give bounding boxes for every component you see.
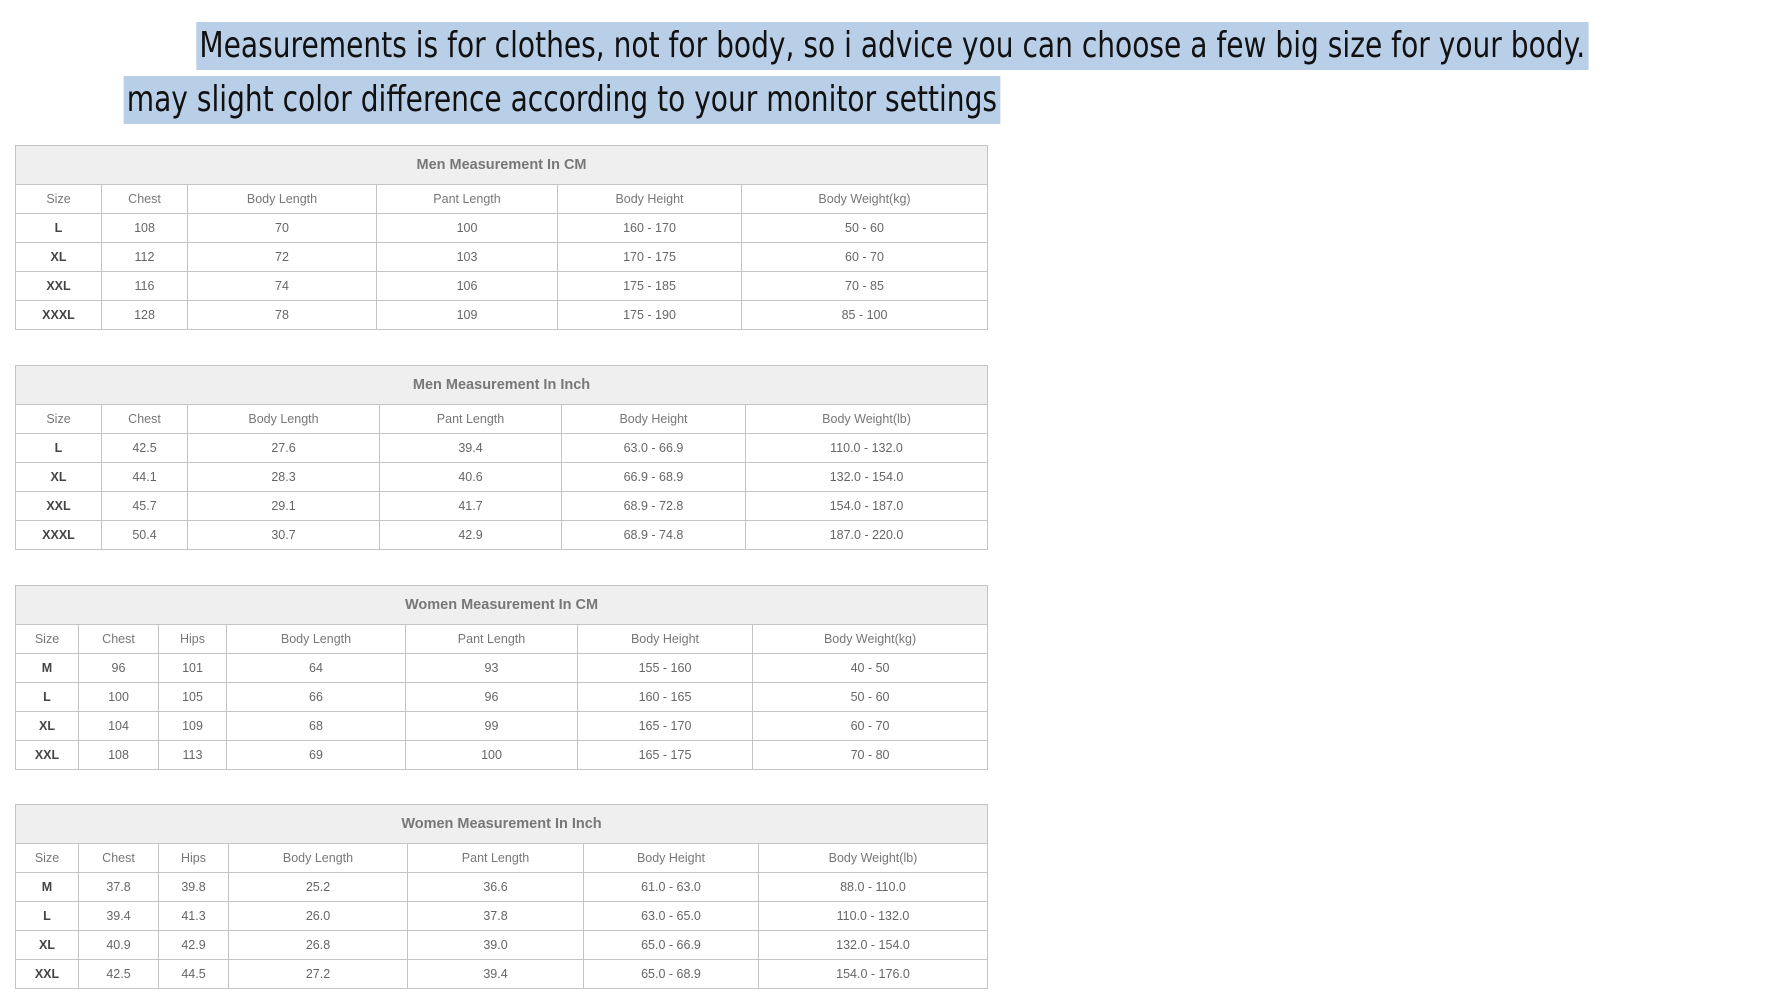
column-header: Pant Length [408, 844, 584, 873]
table-cell: 68 [227, 712, 406, 741]
size-cell: XXXL [16, 301, 102, 330]
table-cell: 63.0 - 65.0 [584, 902, 759, 931]
table-cell: 100 [406, 741, 578, 770]
table-cell: 96 [406, 683, 578, 712]
header-row [16, 405, 988, 434]
table-cell: 154.0 - 176.0 [759, 960, 988, 989]
table-cell: 165 - 170 [578, 712, 753, 741]
size-advice-note [0, 22, 1586, 70]
table-cell: 45.7 [102, 492, 188, 521]
table-cell: 165 - 175 [578, 741, 753, 770]
table-cell: 101 [159, 654, 227, 683]
table-cell: 36.6 [408, 873, 584, 902]
table-row [16, 960, 988, 989]
table-row [16, 463, 988, 492]
size-cell: M [16, 873, 79, 902]
table-cell: 25.2 [229, 873, 408, 902]
table-cell: 66 [227, 683, 406, 712]
men-cm-table [15, 145, 988, 330]
column-header: Size [16, 185, 102, 214]
size-cell: XL [16, 463, 102, 492]
header-row [16, 185, 988, 214]
table-cell: 70 - 80 [753, 741, 988, 770]
table-cell: 85 - 100 [742, 301, 988, 330]
table-cell: 26.8 [229, 931, 408, 960]
table-cell: 68.9 - 74.8 [562, 521, 746, 550]
column-header: Body Length [188, 405, 380, 434]
column-header: Body Length [188, 185, 377, 214]
table-cell: 66.9 - 68.9 [562, 463, 746, 492]
column-header: Body Weight(kg) [742, 185, 988, 214]
column-header: Body Height [562, 405, 746, 434]
table-title: Women Measurement In CM [16, 586, 988, 625]
column-header: Chest [102, 405, 188, 434]
column-header: Body Weight(lb) [759, 844, 988, 873]
table-cell: 78 [188, 301, 377, 330]
table-cell: 39.4 [79, 902, 159, 931]
table-cell: 44.5 [159, 960, 229, 989]
table-cell: 108 [102, 214, 188, 243]
men-inch-table [15, 365, 988, 550]
table-row [16, 301, 988, 330]
table-cell: 70 [188, 214, 377, 243]
table-cell: 109 [159, 712, 227, 741]
column-header: Body Length [227, 625, 406, 654]
table-cell: 128 [102, 301, 188, 330]
table-cell: 175 - 190 [558, 301, 742, 330]
table-cell: 41.7 [380, 492, 562, 521]
table-row [16, 243, 988, 272]
table-row [16, 741, 988, 770]
table-cell: 42.5 [102, 434, 188, 463]
table-cell: 29.1 [188, 492, 380, 521]
table-cell: 50.4 [102, 521, 188, 550]
table-cell: 50 - 60 [753, 683, 988, 712]
column-header: Body Height [558, 185, 742, 214]
table-cell: 69 [227, 741, 406, 770]
column-header: Chest [79, 844, 159, 873]
table-row [16, 492, 988, 521]
table-cell: 106 [377, 272, 558, 301]
size-cell: XL [16, 931, 79, 960]
column-header: Pant Length [377, 185, 558, 214]
table-cell: 155 - 160 [578, 654, 753, 683]
column-header: Body Height [578, 625, 753, 654]
table-cell: 93 [406, 654, 578, 683]
size-cell: XXL [16, 492, 102, 521]
table-title: Men Measurement In CM [16, 146, 988, 185]
table-cell: 175 - 185 [558, 272, 742, 301]
size-cell: XXL [16, 272, 102, 301]
size-cell: L [16, 902, 79, 931]
table-cell: 42.9 [380, 521, 562, 550]
column-header: Chest [102, 185, 188, 214]
table-cell: 100 [79, 683, 159, 712]
table-cell: 26.0 [229, 902, 408, 931]
women-cm-table [15, 585, 988, 770]
size-cell: XXL [16, 741, 79, 770]
table-row [16, 434, 988, 463]
column-header: Body Weight(lb) [746, 405, 988, 434]
table-cell: 64 [227, 654, 406, 683]
table-row [16, 521, 988, 550]
table-cell: 103 [377, 243, 558, 272]
table-cell: 65.0 - 66.9 [584, 931, 759, 960]
size-cell: XXL [16, 960, 79, 989]
table-row [16, 712, 988, 741]
table-cell: 28.3 [188, 463, 380, 492]
table-cell: 60 - 70 [753, 712, 988, 741]
table-row [16, 873, 988, 902]
table-cell: 44.1 [102, 463, 188, 492]
table-row [16, 654, 988, 683]
column-header: Pant Length [380, 405, 562, 434]
column-header: Body Weight(kg) [753, 625, 988, 654]
table-cell: 40 - 50 [753, 654, 988, 683]
table-cell: 105 [159, 683, 227, 712]
table-cell: 40.9 [79, 931, 159, 960]
size-cell: XL [16, 712, 79, 741]
table-cell: 39.0 [408, 931, 584, 960]
table-cell: 27.2 [229, 960, 408, 989]
size-cell: L [16, 214, 102, 243]
table-cell: 132.0 - 154.0 [746, 463, 988, 492]
table-cell: 108 [79, 741, 159, 770]
size-cell: L [16, 683, 79, 712]
column-header: Size [16, 625, 79, 654]
table-row [16, 683, 988, 712]
table-cell: 154.0 - 187.0 [746, 492, 988, 521]
table-cell: 160 - 165 [578, 683, 753, 712]
size-cell: XXXL [16, 521, 102, 550]
column-header: Body Height [584, 844, 759, 873]
table-cell: 104 [79, 712, 159, 741]
size-cell: M [16, 654, 79, 683]
table-cell: 109 [377, 301, 558, 330]
table-cell: 116 [102, 272, 188, 301]
table-cell: 72 [188, 243, 377, 272]
table-cell: 113 [159, 741, 227, 770]
table-cell: 40.6 [380, 463, 562, 492]
table-cell: 60 - 70 [742, 243, 988, 272]
table-cell: 42.5 [79, 960, 159, 989]
color-difference-text: may slight color difference according to your monitor settings [124, 76, 1001, 124]
table-cell: 100 [377, 214, 558, 243]
column-header: Hips [159, 625, 227, 654]
size-cell: L [16, 434, 102, 463]
table-cell: 50 - 60 [742, 214, 988, 243]
table-row [16, 902, 988, 931]
table-title: Men Measurement In Inch [16, 366, 988, 405]
size-advice-text: Measurements is for clothes, not for body, so i advice you can choose a few big size for your body. [196, 22, 1588, 70]
table-title: Women Measurement In Inch [16, 805, 988, 844]
table-cell: 187.0 - 220.0 [746, 521, 988, 550]
size-cell: XL [16, 243, 102, 272]
column-header: Chest [79, 625, 159, 654]
table-row [16, 272, 988, 301]
color-difference-note [0, 76, 1000, 124]
header-row [16, 625, 988, 654]
header-row [16, 844, 988, 873]
table-cell: 42.9 [159, 931, 229, 960]
table-cell: 99 [406, 712, 578, 741]
table-cell: 112 [102, 243, 188, 272]
table-cell: 61.0 - 63.0 [584, 873, 759, 902]
table-cell: 37.8 [79, 873, 159, 902]
table-cell: 63.0 - 66.9 [562, 434, 746, 463]
table-cell: 160 - 170 [558, 214, 742, 243]
table-cell: 30.7 [188, 521, 380, 550]
column-header: Pant Length [406, 625, 578, 654]
table-cell: 110.0 - 132.0 [746, 434, 988, 463]
column-header: Size [16, 405, 102, 434]
table-cell: 39.4 [380, 434, 562, 463]
table-cell: 74 [188, 272, 377, 301]
table-cell: 68.9 - 72.8 [562, 492, 746, 521]
table-cell: 110.0 - 132.0 [759, 902, 988, 931]
table-cell: 132.0 - 154.0 [759, 931, 988, 960]
column-header: Hips [159, 844, 229, 873]
table-row [16, 931, 988, 960]
table-cell: 27.6 [188, 434, 380, 463]
women-inch-table [15, 804, 988, 989]
table-cell: 170 - 175 [558, 243, 742, 272]
column-header: Size [16, 844, 79, 873]
table-cell: 37.8 [408, 902, 584, 931]
table-row [16, 214, 988, 243]
table-cell: 65.0 - 68.9 [584, 960, 759, 989]
table-cell: 70 - 85 [742, 272, 988, 301]
table-cell: 39.8 [159, 873, 229, 902]
table-cell: 41.3 [159, 902, 229, 931]
table-cell: 39.4 [408, 960, 584, 989]
table-cell: 88.0 - 110.0 [759, 873, 988, 902]
column-header: Body Length [229, 844, 408, 873]
table-cell: 96 [79, 654, 159, 683]
